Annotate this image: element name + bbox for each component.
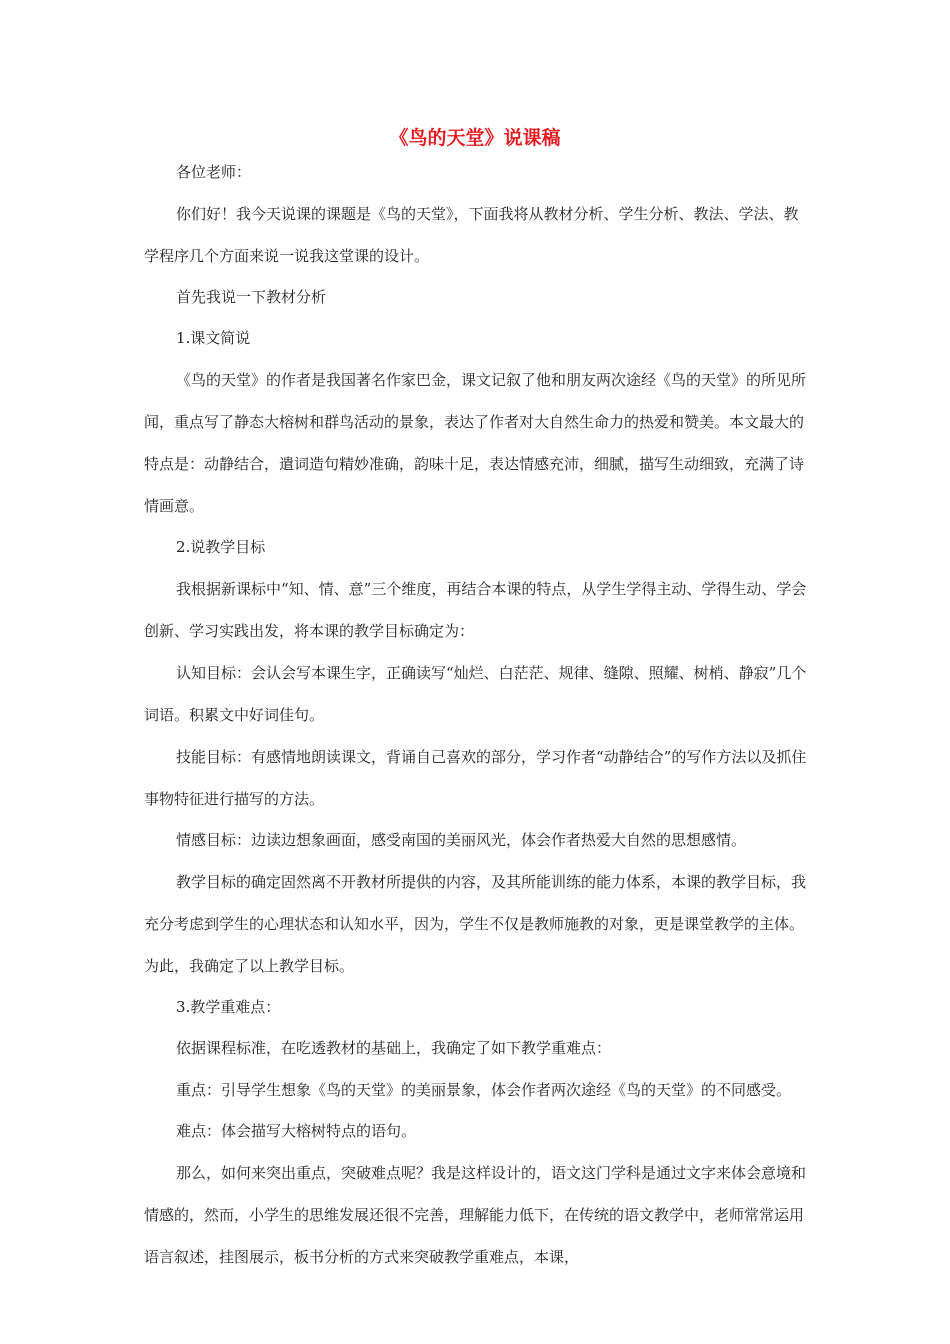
section-heading-textbook-analysis: 首先我说一下教材分析 xyxy=(176,288,327,306)
document-body xyxy=(144,158,810,1284)
key-point: 重点：引导学生想象《鸟的天堂》的美丽景象，体会作者两次途经《鸟的天堂》的不同感受。 xyxy=(176,1081,792,1099)
intro-paragraph: 你们好！我今天说课的课题是《鸟的天堂》，下面我将从教材分析、学生分析、教法、学法、教学程序几个方面来说一说我这堂课的设计。 xyxy=(144,205,799,265)
text-summary-paragraph: 《鸟的天堂》的作者是我国著名作家巴金，课文记叙了他和朋友两次途经《鸟的天堂》的所见所闻，重点写了静态大榕树和群鸟活动的景象，表达了作者对大自然生命力的热爱和赞美。本文最大的特点是：动静结合，遣词造句精妙准确，韵味十足，表达情感充沛，细腻，描写生动细致，充满了诗情画意。 xyxy=(144,371,807,515)
skill-objective: 技能目标：有感情地朗读课文，背诵自己喜欢的部分，学习作者“动静结合”的写作方法以及抓住事物特征进行描写的方法。 xyxy=(144,748,807,808)
subsection-heading-2: 2.说教学目标 xyxy=(176,538,266,556)
key-points-intro: 依据课程标准，在吃透教材的基础上，我确定了如下教学重难点： xyxy=(176,1039,612,1057)
greeting: 各位老师： xyxy=(176,163,252,181)
objectives-rationale-paragraph: 教学目标的确定固然离不开教材所提供的内容，及其所能训练的能力体系，本课的教学目标，我充分考虑到学生的心理状态和认知水平，因为，学生不仅是教师施教的对象，更是课堂教学的主体。为此，我确定了以上教学目标。 xyxy=(144,873,807,975)
page-title: 《鸟的天堂》说课稿 xyxy=(389,127,561,149)
subsection-heading-1: 1.课文简说 xyxy=(176,329,251,347)
approach-paragraph: 那么，如何来突出重点，突破难点呢？我是这样设计的，语文这门学科是通过文字来体会意境和情感的，然而，小学生的思维发展还很不完善，理解能力低下，在传统的语文教学中，老师常常运用语言叙述，挂图展示，板书分析的方式来突破教学重难点，本课， xyxy=(144,1164,807,1266)
difficult-point: 难点：体会描写大榕树特点的语句。 xyxy=(176,1122,417,1140)
cognitive-objective: 认知目标：会认会写本课生字，正确读写“灿烂、白茫茫、规律、缝隙、照耀、树梢、静寂”几个词语。积累文中好词佳句。 xyxy=(144,664,807,724)
objectives-intro-paragraph: 我根据新课标中“知、情、意”三个维度，再结合本课的特点，从学生学得主动、学得生动、学会创新、学习实践出发，将本课的教学目标确定为： xyxy=(144,580,807,640)
subsection-heading-3: 3.教学重难点： xyxy=(176,998,281,1016)
emotional-objective: 情感目标：边读边想象画面，感受南国的美丽风光，体会作者热爱大自然的思想感情。 xyxy=(176,831,747,849)
